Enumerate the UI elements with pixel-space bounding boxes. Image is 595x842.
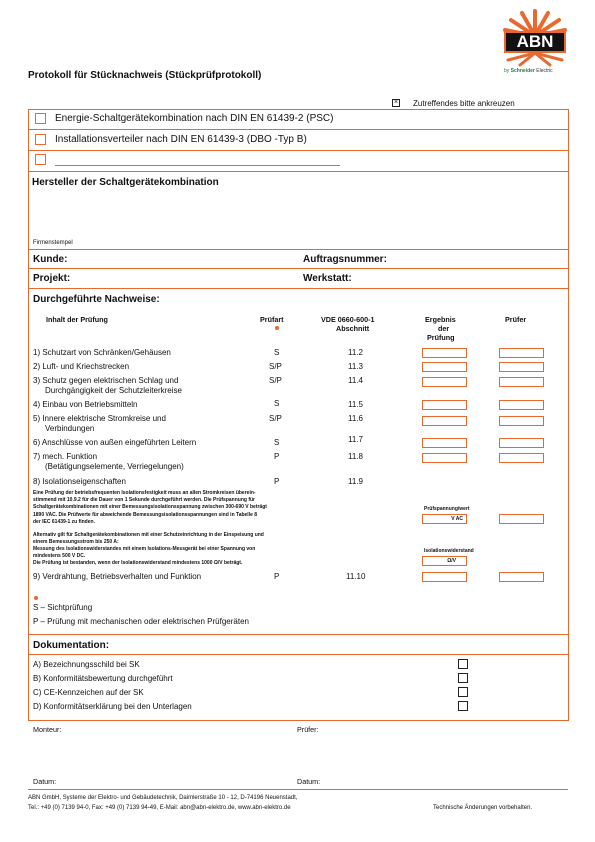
brand-sub-prefix: by <box>504 68 510 74</box>
brand-sub-bold: Schneider <box>510 68 535 74</box>
field-projekt: Projekt: <box>33 273 71 284</box>
divider-bottom <box>28 789 568 790</box>
checked-sample-box: × <box>393 99 399 106</box>
sig-pruefer: Prüfer: <box>297 725 319 734</box>
pruefer-input-2[interactable] <box>499 362 544 372</box>
iso-text-1-line: stimmend mit 10.9.2 für die Dauer von 1 Sekunde durchgeführt werden. Die Prüfspannung für <box>33 497 255 504</box>
check-hint: Zutreffendes bitte ankreuzen <box>413 99 515 108</box>
col-pruefart: Prüfart <box>260 315 284 324</box>
result-input-4[interactable] <box>422 400 467 410</box>
pruefer-input-1[interactable] <box>499 348 544 358</box>
divider-doc <box>28 720 568 721</box>
test-row-sec: 11.8 <box>348 452 363 461</box>
doc-item-c: C) CE-Kennzeichen auf der SK <box>33 688 144 697</box>
legend-marker <box>34 596 38 600</box>
iso-text-2-line: mindestens 500 V DC. <box>33 553 86 559</box>
divider-manufacturer <box>28 249 568 250</box>
test-row-sec: 11.4 <box>348 376 363 385</box>
iso-text-1-line: 1890 VAC. Die Prüfwerte für abweichende Bemessungsisolationsspannungen sind in Tabelle 8 <box>33 511 258 518</box>
test-row-label: 5) Innere elektrische Stromkreise und <box>33 414 166 423</box>
manufacturer-heading: Hersteller der Schaltgerätekombination <box>32 177 219 188</box>
abn-rays-bottom-icon <box>500 52 570 68</box>
col-ergebnis-2: der <box>438 324 450 333</box>
iso-widerstand-unit: Ω/V <box>447 558 456 564</box>
col-pruefer: Prüfer <box>505 315 527 324</box>
standard-other-input[interactable] <box>55 155 340 166</box>
pruefer-input-4[interactable] <box>499 400 544 410</box>
test-row-label: 1) Schutzart von Schränken/Gehäusen <box>33 348 171 357</box>
iso-text-1 <box>33 490 267 526</box>
divider-top <box>28 109 568 110</box>
result-input-2[interactable] <box>422 362 467 372</box>
iso-text-1-line: der IEC 61439-1 zu finden. <box>33 518 95 525</box>
abn-logo <box>500 8 570 74</box>
frame-right <box>568 109 569 721</box>
doc-item-a: A) Bezeichnungsschild bei SK <box>33 660 140 669</box>
test-row-label: 2) Luft- und Kriechstrecken <box>33 362 130 371</box>
col-ergebnis-1: Ergebnis <box>425 315 456 324</box>
pruefer-input-3[interactable] <box>499 377 544 387</box>
divider-std-1 <box>28 129 568 130</box>
sig-monteur: Monteur: <box>33 725 62 734</box>
abn-logo-box <box>504 31 566 53</box>
field-auftragsnummer: Auftragsnummer: <box>303 254 387 265</box>
result-input-6[interactable] <box>422 438 467 448</box>
iso-text-2-line: einem Bemessungsstrom bis 250 A: <box>33 539 119 545</box>
divider-doc-heading <box>28 654 568 655</box>
divider-projekt <box>28 288 568 289</box>
footer-line-2: Tel.: +49 (0) 7139 94-0, Fax: +49 (0) 7139 94-49, E-Mail: abn@abn-elektro.de, www.abn-elektro.de <box>28 805 291 811</box>
test-row-label: 4) Einbau von Betriebsmitteln <box>33 400 138 409</box>
page-title: Protokoll für Stücknachweis (Stückprüfprotokoll) <box>28 70 262 81</box>
field-kunde: Kunde: <box>33 254 68 265</box>
pruefer-input-6[interactable] <box>499 438 544 448</box>
standard-label-1: Energie-Schaltgerätekombination nach DIN EN 61439-2 (PSC) <box>55 113 334 124</box>
pruefspannung-unit: V AC <box>451 516 463 522</box>
test-row-sec: 11.10 <box>346 572 366 581</box>
test-row-art: P <box>274 452 280 461</box>
col-vde-1: VDE 0660-600-1 <box>321 315 375 324</box>
pruefer-input-8[interactable] <box>499 514 544 524</box>
legend-s: S – Sichtprüfung <box>33 603 93 612</box>
iso-text-1-line: Eine Prüfung der betriebsfrequenten Isolationsfestigkeit muss an allen Stromkreisen überein- <box>33 490 256 496</box>
pruefart-marker <box>275 326 279 330</box>
sig-datum-left: Datum: <box>33 777 57 786</box>
company-stamp-label: Firmenstempel <box>33 240 73 246</box>
result-input-5[interactable] <box>422 416 467 426</box>
result-input-9[interactable] <box>422 572 467 582</box>
test-row-sec: 11.7 <box>348 435 363 444</box>
col-vde-2: Abschnitt <box>336 324 370 333</box>
result-input-3[interactable] <box>422 377 467 387</box>
test-row-label: 9) Verdrahtung, Betriebsverhalten und Funktion <box>33 572 202 581</box>
standard-checkbox-2[interactable] <box>35 134 46 145</box>
brand-sub-suffix: Electric <box>536 68 553 74</box>
result-input-1[interactable] <box>422 348 467 358</box>
test-row-art: S/P <box>269 362 282 371</box>
brand-subline <box>504 68 553 74</box>
doc-checkbox-d[interactable] <box>458 701 468 711</box>
doc-checkbox-c[interactable] <box>458 687 468 697</box>
footer-note: Technische Änderungen vorbehalten. <box>433 805 533 811</box>
doc-item-d: D) Konformitätserklärung bei den Unterlagen <box>33 702 192 711</box>
test-row-art: S <box>274 348 280 357</box>
iso-text-1-line: Schaltgerätekombinationen mit einer Bemessungsisolationsspannung zwischen 300-690 V beträgt <box>33 504 267 511</box>
divider-std-2 <box>28 150 568 151</box>
result-input-7[interactable] <box>422 453 467 463</box>
sig-datum-right: Datum: <box>297 777 321 786</box>
frame-left <box>28 109 29 721</box>
doc-item-b: B) Konformitätsbewertung durchgeführt <box>33 674 173 683</box>
standard-label-2: Installationsverteiler nach DIN EN 61439-3 (DBO -Typ B) <box>55 134 307 145</box>
pruefspannung-input[interactable] <box>422 514 467 524</box>
test-row-art: S <box>274 399 280 408</box>
test-row-sec: 11.3 <box>348 362 363 371</box>
pruefer-input-7[interactable] <box>499 453 544 463</box>
pruefer-input-9[interactable] <box>499 572 544 582</box>
test-row-sec: 11.2 <box>348 348 363 357</box>
test-row-sec: 11.6 <box>348 414 363 423</box>
test-row-art: S/P <box>269 414 282 423</box>
test-row-sec: 11.9 <box>348 477 363 486</box>
divider-tests <box>28 634 568 635</box>
footer-line-1: ABN GmbH, Systeme der Elektro- und Gebäudetechnik, Daimlerstraße 10 - 12, D-74196 Neuenstadt, <box>28 795 298 801</box>
field-werkstatt: Werkstatt: <box>303 273 352 284</box>
abn-logo-text: ABN <box>516 32 554 51</box>
doc-checkbox-b[interactable] <box>458 673 468 683</box>
standard-checkbox-1[interactable] <box>35 113 46 124</box>
test-row-label: 3) Schutz gegen elektrischen Schlag und <box>33 376 179 385</box>
test-row-label: 6) Anschlüsse von außen eingeführten Leitern <box>33 438 197 447</box>
iso-widerstand-input[interactable] <box>422 556 467 566</box>
pruefer-input-5[interactable] <box>499 416 544 426</box>
test-row-art: S <box>274 438 280 447</box>
divider-kunde <box>28 268 568 269</box>
iso-text-2-line: Die Prüfung ist bestanden, wenn der Isolationswiderstand mindestens 1000 Ω/V beträgt. <box>33 560 243 566</box>
legend-p: P – Prüfung mit mechanischen oder elektrischen Prüfgeräten <box>33 617 249 626</box>
test-row-art: P <box>274 477 280 486</box>
documentation-heading: Dokumentation: <box>33 640 110 651</box>
doc-checkbox-a[interactable] <box>458 659 468 669</box>
pruefspannung-label: Prüfspannung/wert <box>424 506 470 512</box>
test-row-art: P <box>274 572 280 581</box>
iso-text-2-line: Messung des Isolationswiderstandes mit einem Isolations-Messgerät bei einer Spannung von <box>33 546 256 552</box>
iso-text-2 <box>33 532 264 567</box>
test-row-label-2: Verbindungen <box>45 424 95 433</box>
tests-heading: Durchgeführte Nachweise: <box>33 294 160 305</box>
test-row-label-2: (Betätigungselemente, Verriegelungen) <box>45 462 184 471</box>
divider-std-3 <box>28 171 568 172</box>
iso-text-2-line: Alternativ gilt für Schaltgerätekombinationen mit einer Schutzeinrichtung in der Einspeisung und <box>33 532 264 538</box>
test-row-label: 8) Isolationseigenschaften <box>33 477 126 486</box>
test-row-art: S/P <box>269 376 282 385</box>
iso-widerstand-label: Isolationswiderstand <box>424 548 474 554</box>
test-row-label-2: Durchgängigkeit der Schutzleiterkreise <box>45 386 182 395</box>
standard-checkbox-3[interactable] <box>35 154 46 165</box>
test-row-label: 7) mech. Funktion <box>33 452 98 461</box>
col-inhalt: Inhalt der Prüfung <box>46 315 108 324</box>
col-ergebnis-3: Prüfung <box>427 333 455 342</box>
test-row-sec: 11.5 <box>348 400 363 409</box>
